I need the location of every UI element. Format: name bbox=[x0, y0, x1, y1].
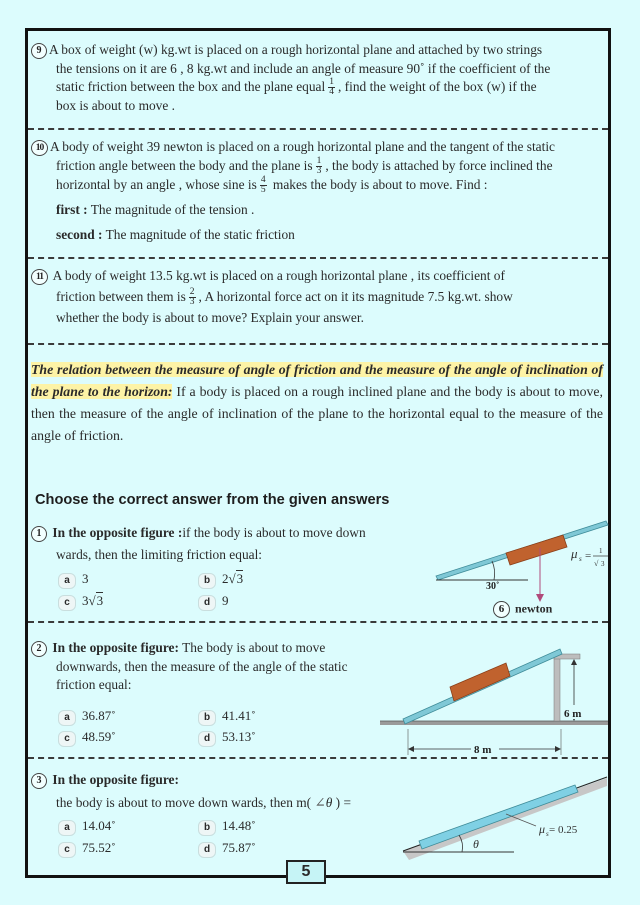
fraction bbox=[316, 157, 323, 176]
mcq-heading: Choose the correct answer from the given answers bbox=[35, 492, 390, 508]
box bbox=[450, 663, 510, 701]
option-b[interactable] bbox=[198, 818, 256, 836]
q2-text-2: downwards, then the measure of the angle of the static bbox=[56, 658, 348, 674]
option-value: 9 bbox=[222, 593, 229, 608]
q10-line-3b: makes the body is about to move. Find : bbox=[269, 176, 488, 192]
q11-line-2a: friction between them is bbox=[56, 288, 186, 304]
option-value: 75.87˚ bbox=[222, 840, 256, 855]
q9-line-3a: static friction between the box and the plane equal bbox=[56, 79, 326, 94]
q10-line-2 bbox=[31, 157, 605, 176]
mcq-question-1 bbox=[31, 524, 421, 564]
arrowhead bbox=[408, 746, 414, 752]
question-9 bbox=[31, 41, 605, 116]
option-c[interactable] bbox=[58, 840, 116, 858]
fraction-denominator: 5 bbox=[260, 185, 266, 196]
figure-1-inclined-plane bbox=[428, 496, 610, 616]
option-label: d bbox=[198, 842, 216, 858]
arrowhead bbox=[555, 746, 561, 752]
box bbox=[506, 535, 567, 565]
q3-text-2b: ) = bbox=[332, 794, 352, 810]
option-b[interactable] bbox=[198, 708, 256, 726]
q10-first bbox=[31, 201, 605, 220]
question-number-badge: 10 bbox=[31, 140, 48, 156]
q10-line-3 bbox=[31, 176, 605, 195]
fraction bbox=[189, 288, 196, 307]
option-label: b bbox=[198, 710, 216, 726]
question-10 bbox=[31, 138, 605, 244]
option-c[interactable] bbox=[58, 593, 103, 611]
sqrt-sign: √ bbox=[594, 559, 599, 568]
fraction-numerator: 1 bbox=[329, 77, 334, 88]
question-number-badge: 3 bbox=[31, 773, 47, 789]
theta-label: θ bbox=[473, 837, 479, 851]
question-number-badge: 2 bbox=[31, 641, 47, 657]
first-label: first : bbox=[56, 202, 88, 218]
option-value: 14.04˚ bbox=[82, 818, 116, 833]
plank bbox=[419, 785, 578, 849]
fraction bbox=[260, 176, 267, 195]
question-number-badge: 9 bbox=[31, 43, 47, 59]
figure-3-incline bbox=[401, 766, 609, 866]
option-a[interactable] bbox=[58, 818, 116, 836]
option-label: c bbox=[58, 842, 76, 858]
q9-line-3b: , find the weight of the box (w) if the bbox=[337, 79, 537, 94]
q11-line-3: whether the body is about to move? Explain your answer. bbox=[56, 309, 364, 325]
q10-line-2a: friction angle between the body and the plane is bbox=[56, 157, 313, 173]
height-label: 6 m bbox=[564, 708, 582, 720]
mcq-question-3 bbox=[31, 771, 411, 812]
option-value: 41.41˚ bbox=[222, 708, 256, 723]
mu-symbol: μ bbox=[571, 546, 578, 561]
page-number: 5 bbox=[286, 860, 326, 884]
q2-text: The body is about to move bbox=[178, 640, 326, 655]
sqrt-sign: √ bbox=[88, 593, 96, 608]
arrowhead bbox=[571, 659, 577, 665]
fraction-denominator: 3 bbox=[316, 165, 322, 176]
fraction-numerator: 2 bbox=[189, 286, 195, 297]
option-label: a bbox=[58, 573, 76, 589]
option-b[interactable] bbox=[198, 571, 243, 589]
option-label: a bbox=[58, 710, 76, 726]
q10-line-2b: , the body is attached by force inclined the bbox=[325, 157, 553, 173]
sqrt-sign: √ bbox=[228, 571, 236, 586]
question-number-badge: 11 bbox=[31, 269, 48, 285]
option-value: 48.59˚ bbox=[82, 729, 116, 744]
q1-text-2: wards, then the limiting friction equal: bbox=[56, 546, 263, 562]
relation-highlight: The relation between the measure of angle of friction and the measure of the angle of inclination of the plane to the horizon: bbox=[31, 362, 603, 399]
figure-2-ramp bbox=[378, 641, 610, 776]
option-value: 3 bbox=[82, 571, 89, 586]
option-d[interactable] bbox=[198, 729, 256, 747]
second-label: second : bbox=[56, 226, 103, 242]
q3-bold-lead: In the opposite figure: bbox=[52, 772, 179, 787]
q9-line-1: A box of weight (w) kg.wt is placed on a rough horizontal plane and attached by two strings bbox=[49, 42, 543, 57]
q2-bold-lead: In the opposite figure: bbox=[52, 640, 179, 655]
mu-subscript: s bbox=[579, 555, 582, 563]
q11-line-2b: , A horizontal force act on it its magnitude 7.5 kg.wt. show bbox=[198, 288, 513, 304]
section-divider bbox=[28, 757, 608, 759]
option-coef: 3 bbox=[82, 593, 89, 608]
angle-arc bbox=[492, 561, 495, 580]
fraction-denominator: 4 bbox=[329, 87, 334, 98]
section-divider bbox=[28, 343, 608, 345]
section-divider bbox=[28, 621, 608, 623]
option-label: c bbox=[58, 595, 76, 611]
q9-line-2: the tensions on it are 6 , 8 kg.wt and include an angle of measure 90˚ if the coefficient of the bbox=[56, 60, 551, 76]
mu-subscript: s bbox=[546, 830, 549, 838]
q1-bold-lead: In the opposite figure : bbox=[52, 525, 183, 540]
option-coef: 2 bbox=[222, 571, 229, 586]
question-11 bbox=[31, 267, 605, 327]
fraction-numerator: 4 bbox=[260, 175, 266, 186]
q10-line-3a: horizontal by an angle , whose sine is bbox=[56, 176, 257, 192]
option-a[interactable] bbox=[58, 571, 89, 589]
q2-text-3: friction equal: bbox=[56, 677, 132, 692]
fraction bbox=[328, 78, 335, 97]
weight-label bbox=[493, 601, 552, 618]
option-label: d bbox=[198, 731, 216, 747]
equals-sign: = bbox=[585, 550, 592, 562]
q3-text-2a: the body is about to move down wards, then m( bbox=[56, 794, 312, 810]
mu-symbol: μ bbox=[539, 822, 546, 836]
theta-symbol: θ bbox=[325, 794, 333, 810]
first-text: The magnitude of the tension . bbox=[87, 202, 255, 218]
option-a[interactable] bbox=[58, 708, 116, 726]
q9-line-4: box is about to move . bbox=[56, 98, 176, 114]
option-c[interactable] bbox=[58, 729, 116, 747]
weight-unit: newton bbox=[515, 601, 553, 616]
option-label: d bbox=[198, 595, 216, 611]
base-label: 8 m bbox=[474, 744, 492, 756]
question-number-badge: 1 bbox=[31, 526, 47, 542]
option-value: 53.13˚ bbox=[222, 729, 256, 744]
option-value: 75.52˚ bbox=[82, 840, 116, 855]
mu-denominator: 3 bbox=[601, 560, 605, 568]
second-text: The magnitude of the static friction bbox=[102, 226, 295, 242]
section-divider bbox=[28, 257, 608, 259]
q10-second bbox=[31, 226, 605, 245]
option-value: 14.48˚ bbox=[222, 818, 256, 833]
option-radicand: 3 bbox=[96, 593, 104, 608]
relation-body: If a body is placed on a rough inclined plane and the body is about to move, then the measure of the angle of inclination of the plane to the horizontal equal to the measure of the angle of friction. bbox=[31, 384, 604, 443]
mcq-question-2 bbox=[31, 639, 391, 695]
support-post bbox=[554, 654, 560, 721]
option-label: a bbox=[58, 820, 76, 836]
q3-text-2 bbox=[31, 794, 411, 813]
angle-label: 30˚ bbox=[486, 581, 500, 592]
option-label: b bbox=[198, 573, 216, 589]
option-d[interactable] bbox=[198, 840, 256, 858]
mu-numerator: 1 bbox=[599, 547, 603, 555]
page-frame bbox=[25, 28, 611, 878]
option-radicand: 3 bbox=[236, 571, 244, 586]
fraction-denominator: 3 bbox=[189, 296, 195, 307]
q10-line-1: A body of weight 39 newton is placed on a rough horizontal plane and the tangent of the static bbox=[50, 139, 555, 154]
angle-symbol: ∠ bbox=[314, 794, 326, 810]
q11-line-1: A body of weight 13.5 kg.wt is placed on a rough horizontal plane , its coefficient of bbox=[50, 268, 505, 283]
weight-value-circle: 6 bbox=[493, 601, 510, 618]
option-value: 36.87˚ bbox=[82, 708, 116, 723]
fraction-numerator: 1 bbox=[316, 155, 322, 166]
option-label: b bbox=[198, 820, 216, 836]
option-d[interactable] bbox=[198, 593, 229, 611]
q9-line-3 bbox=[31, 78, 605, 97]
q1-text: if the body is about to move down bbox=[182, 525, 366, 540]
ground bbox=[380, 721, 608, 725]
option-label: c bbox=[58, 731, 76, 747]
q11-line-2 bbox=[31, 288, 605, 307]
relation-paragraph bbox=[31, 359, 605, 447]
mu-value: = 0.25 bbox=[549, 824, 578, 836]
section-divider bbox=[28, 128, 608, 130]
